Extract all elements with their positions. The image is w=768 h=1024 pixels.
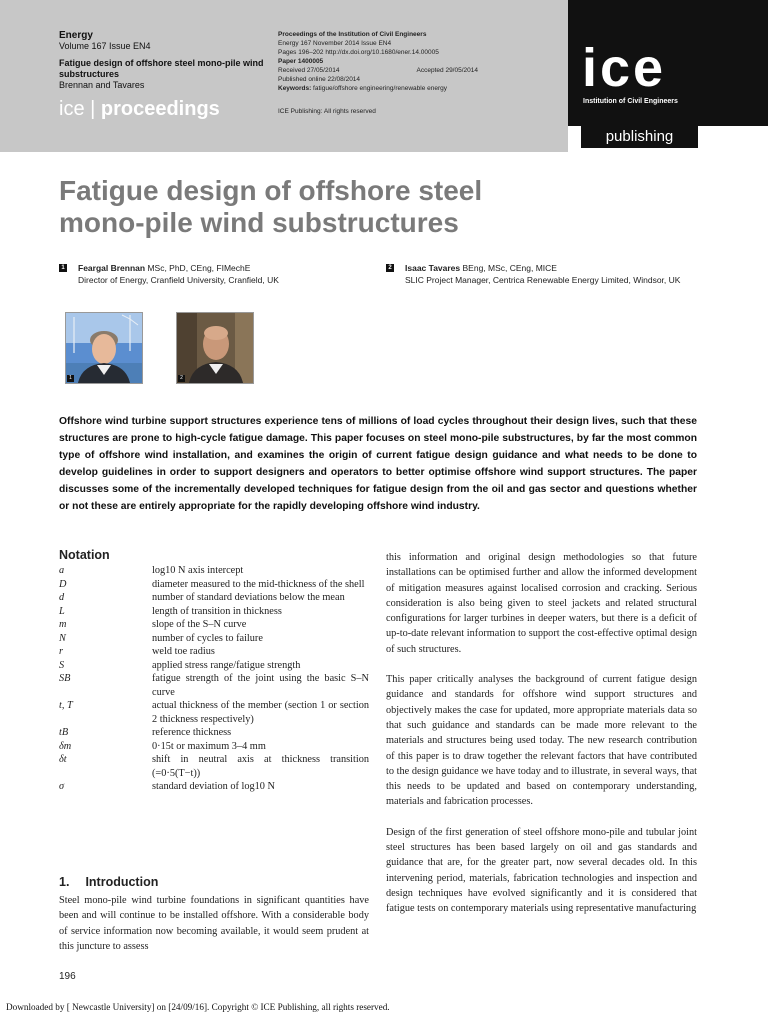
body-paragraph: This paper critically analyses the background of current fatigue design guidance and standards for offshore wind support structures and objectively makes the case for updated, more appropriate materials data so that such guidance and standards can be made more relevant to the materials and structures being used today. The new research contribution of this paper is to draw together the relevant factors that have contributed to the design guidance we have today and to illustrate, in several ways, that this needs to be updated and based on contemporary understanding, materials and fabrication processes. [386,674,697,808]
notation-symbol: N [59,632,66,644]
notation-row [59,699,369,726]
logo-publishing: publishing [581,126,698,148]
notation-symbol: m [59,619,67,630]
notation-row [59,618,369,632]
notation-row [59,591,369,605]
notation-row [59,753,369,780]
section-number: 1. [59,875,70,889]
notation-row [59,672,369,699]
author-name: Feargal Brennan [78,263,146,273]
ice-proceedings-brand [59,97,274,121]
body-paragraph: Design of the first generation of steel offshore mono-pile and tubular joint steel structures has been based largely on oil and gas standards and guidance that are, for the greater part, now several decades old. In this intervening period, materials, fabrication technologies and inspection and design techniques have evolved significantly and it is considered that fatigue tests on contemporary materials using representative manufacturing [386,826,697,915]
notation-row [59,645,369,659]
notation-row [59,659,369,673]
notation-symbol: δm [59,740,72,752]
keywords-value: fatigue/offshore engineering/renewable energy [313,85,447,92]
notation-symbol: SB [59,673,71,684]
notation-row [59,578,369,592]
author-1-text [78,262,349,286]
journal-name: Energy [59,30,93,41]
author-qualifications: MSc, PhD, CEng, FIMechE [145,263,251,273]
author-2-nameline [405,262,706,274]
notation-symbol: tB [59,727,69,738]
notation-definition: weld toe radius [152,646,215,657]
notation-symbol: d [59,592,65,603]
keywords-line [278,84,478,93]
accepted-date: Accepted 29/05/2014 [416,67,478,74]
photo-number-badge: 1 [67,375,74,382]
author-qualifications: BEng, MSc, CEng, MICE [460,263,557,273]
author-affiliation: SLIC Project Manager, Centrica Renewable Energy Limited, Windsor, UK [405,275,681,285]
paper-number: Paper 1400005 [278,58,324,65]
author-name: Isaac Tavares [405,263,461,273]
notation-definition: log10 N axis intercept [152,565,244,576]
page-number: 196 [59,971,76,982]
notation-row [59,564,369,578]
journal-header [0,0,768,152]
brand-ice: ice | [59,98,101,120]
author-1-nameline [78,262,349,274]
author-photo-2 [176,312,254,384]
notation-section [59,548,369,794]
header-left [59,30,274,121]
introduction-paragraph: Steel mono-pile wind turbine foundations in significant quantities have been and will continue to be installed offshore. With a considerable body of service information now becoming available, it would seem prudent at this juncture to assess [59,895,369,952]
notation-definition: diameter measured to the mid-thickness of the shell [152,578,365,590]
notation-definition: standard deviation of log10 N [152,781,275,792]
published-date: Published online 22/08/2014 [278,76,361,83]
notation-row [59,605,369,619]
notation-symbol: L [59,605,65,617]
notation-definition: length of transition in thickness [152,605,282,617]
notation-symbol: a [59,565,65,576]
notation-symbol: σ [59,781,65,792]
author-number-badge: 1 [59,264,67,272]
introduction-heading [59,875,158,889]
author-2-text [405,262,706,286]
notation-definition: reference thickness [152,727,232,738]
header-metadata [278,30,478,116]
right-column [386,550,697,932]
notation-list [59,564,369,794]
notation-definition: 0·15t or maximum 3–4 mm [152,740,266,752]
header-paper-title: Fatigue design of offshore steel mono-pile wind substructures [59,58,264,79]
proceedings-title: Proceedings of the Institution of Civil Engineers [278,31,427,38]
logo-ice-word: ice [582,38,667,98]
download-footer: Downloaded by [ Newcastle University] on [24/09/16]. Copyright © ICE Publishing, all rights reserved. [6,1002,390,1012]
notation-row [59,740,369,754]
notation-definition: actual thickness of the member (section 1 or section 2 thickness respectively) [152,700,369,725]
notation-symbol: r [59,646,64,657]
notation-row [59,780,369,794]
received-date: Received 27/05/2014 [278,67,340,74]
notation-heading: Notation [59,548,110,562]
portrait-image [66,313,142,383]
notation-definition: shift in neutral axis at thickness transition (=0·5(T−t)) [152,754,369,779]
brand-proceedings: proceedings [100,98,220,120]
notation-definition: number of standard deviations below the mean [152,592,345,603]
author-1 [59,262,349,286]
notation-symbol: t, T [59,700,73,711]
notation-symbol: D [59,578,67,590]
notation-definition: slope of the S–N curve [152,619,247,630]
volume-issue: Volume 167 Issue EN4 [59,41,151,51]
abstract: Offshore wind turbine support structures experience tens of millions of load cycles throughout their design lives, such that these structures are prone to high-cycle fatigue damage. This paper focuses on steel mono-pile substructures, by far the most common type of offshore wind installation, and examines the origin of current fatigue design guidance and what needs to be done to develop guidelines in order to support designers and operators to better optimise offshore wind support structures. The paper discusses some of the incrementally developed techniques for fatigue design from the oil and gas sector and questions whether or not these are entirely appropriate for the rapidly developing offshore wind industry. [59,416,697,512]
rights-line: ICE Publishing: All rights reserved [278,108,376,115]
received-accepted-row [278,66,478,75]
notation-row [59,632,369,646]
notation-definition: fatigue strength of the joint using the basic S–N curve [152,673,369,698]
notation-definition: applied stress range/fatigue strength [152,659,301,671]
ice-publishing-logo [568,0,768,152]
notation-symbol: S [59,659,65,671]
header-authors: Brennan and Tavares [59,80,145,90]
notation-row [59,726,369,740]
issue-line: Energy 167 November 2014 Issue EN4 [278,40,392,47]
notation-definition: number of cycles to failure [152,632,263,644]
portrait-image [177,313,253,383]
section-title: Introduction [85,875,159,889]
logo-publishing-band [568,126,768,152]
author-2 [386,262,706,286]
article-title: Fatigue design of offshore steel mono-pile wind substructures [59,175,483,238]
pages-doi-line: Pages 196–202 http://dx.doi.org/10.1680/ener.14.00005 [278,49,439,56]
logo-institution: Institution of Civil Engineers [583,98,678,105]
notation-symbol: δt [59,754,67,765]
photo-number-badge: 2 [178,375,185,382]
keywords-label: Keywords: [278,85,312,92]
author-number-badge: 2 [386,264,394,272]
author-affiliation: Director of Energy, Cranfield University, Cranfield, UK [78,275,279,285]
author-photo-1 [65,312,143,384]
body-paragraph: this information and original design methodologies so that future installations can be optimised further and allow the informed development of mitigation measures against localised corrosion and cracking. Serious consideration is also being given to steel jackets and related structural configurations for larger turbines in deeper waters, but there is a deficit of up-to-date relevant information to support the cost-effective optimal design of such structures. [386,552,697,655]
